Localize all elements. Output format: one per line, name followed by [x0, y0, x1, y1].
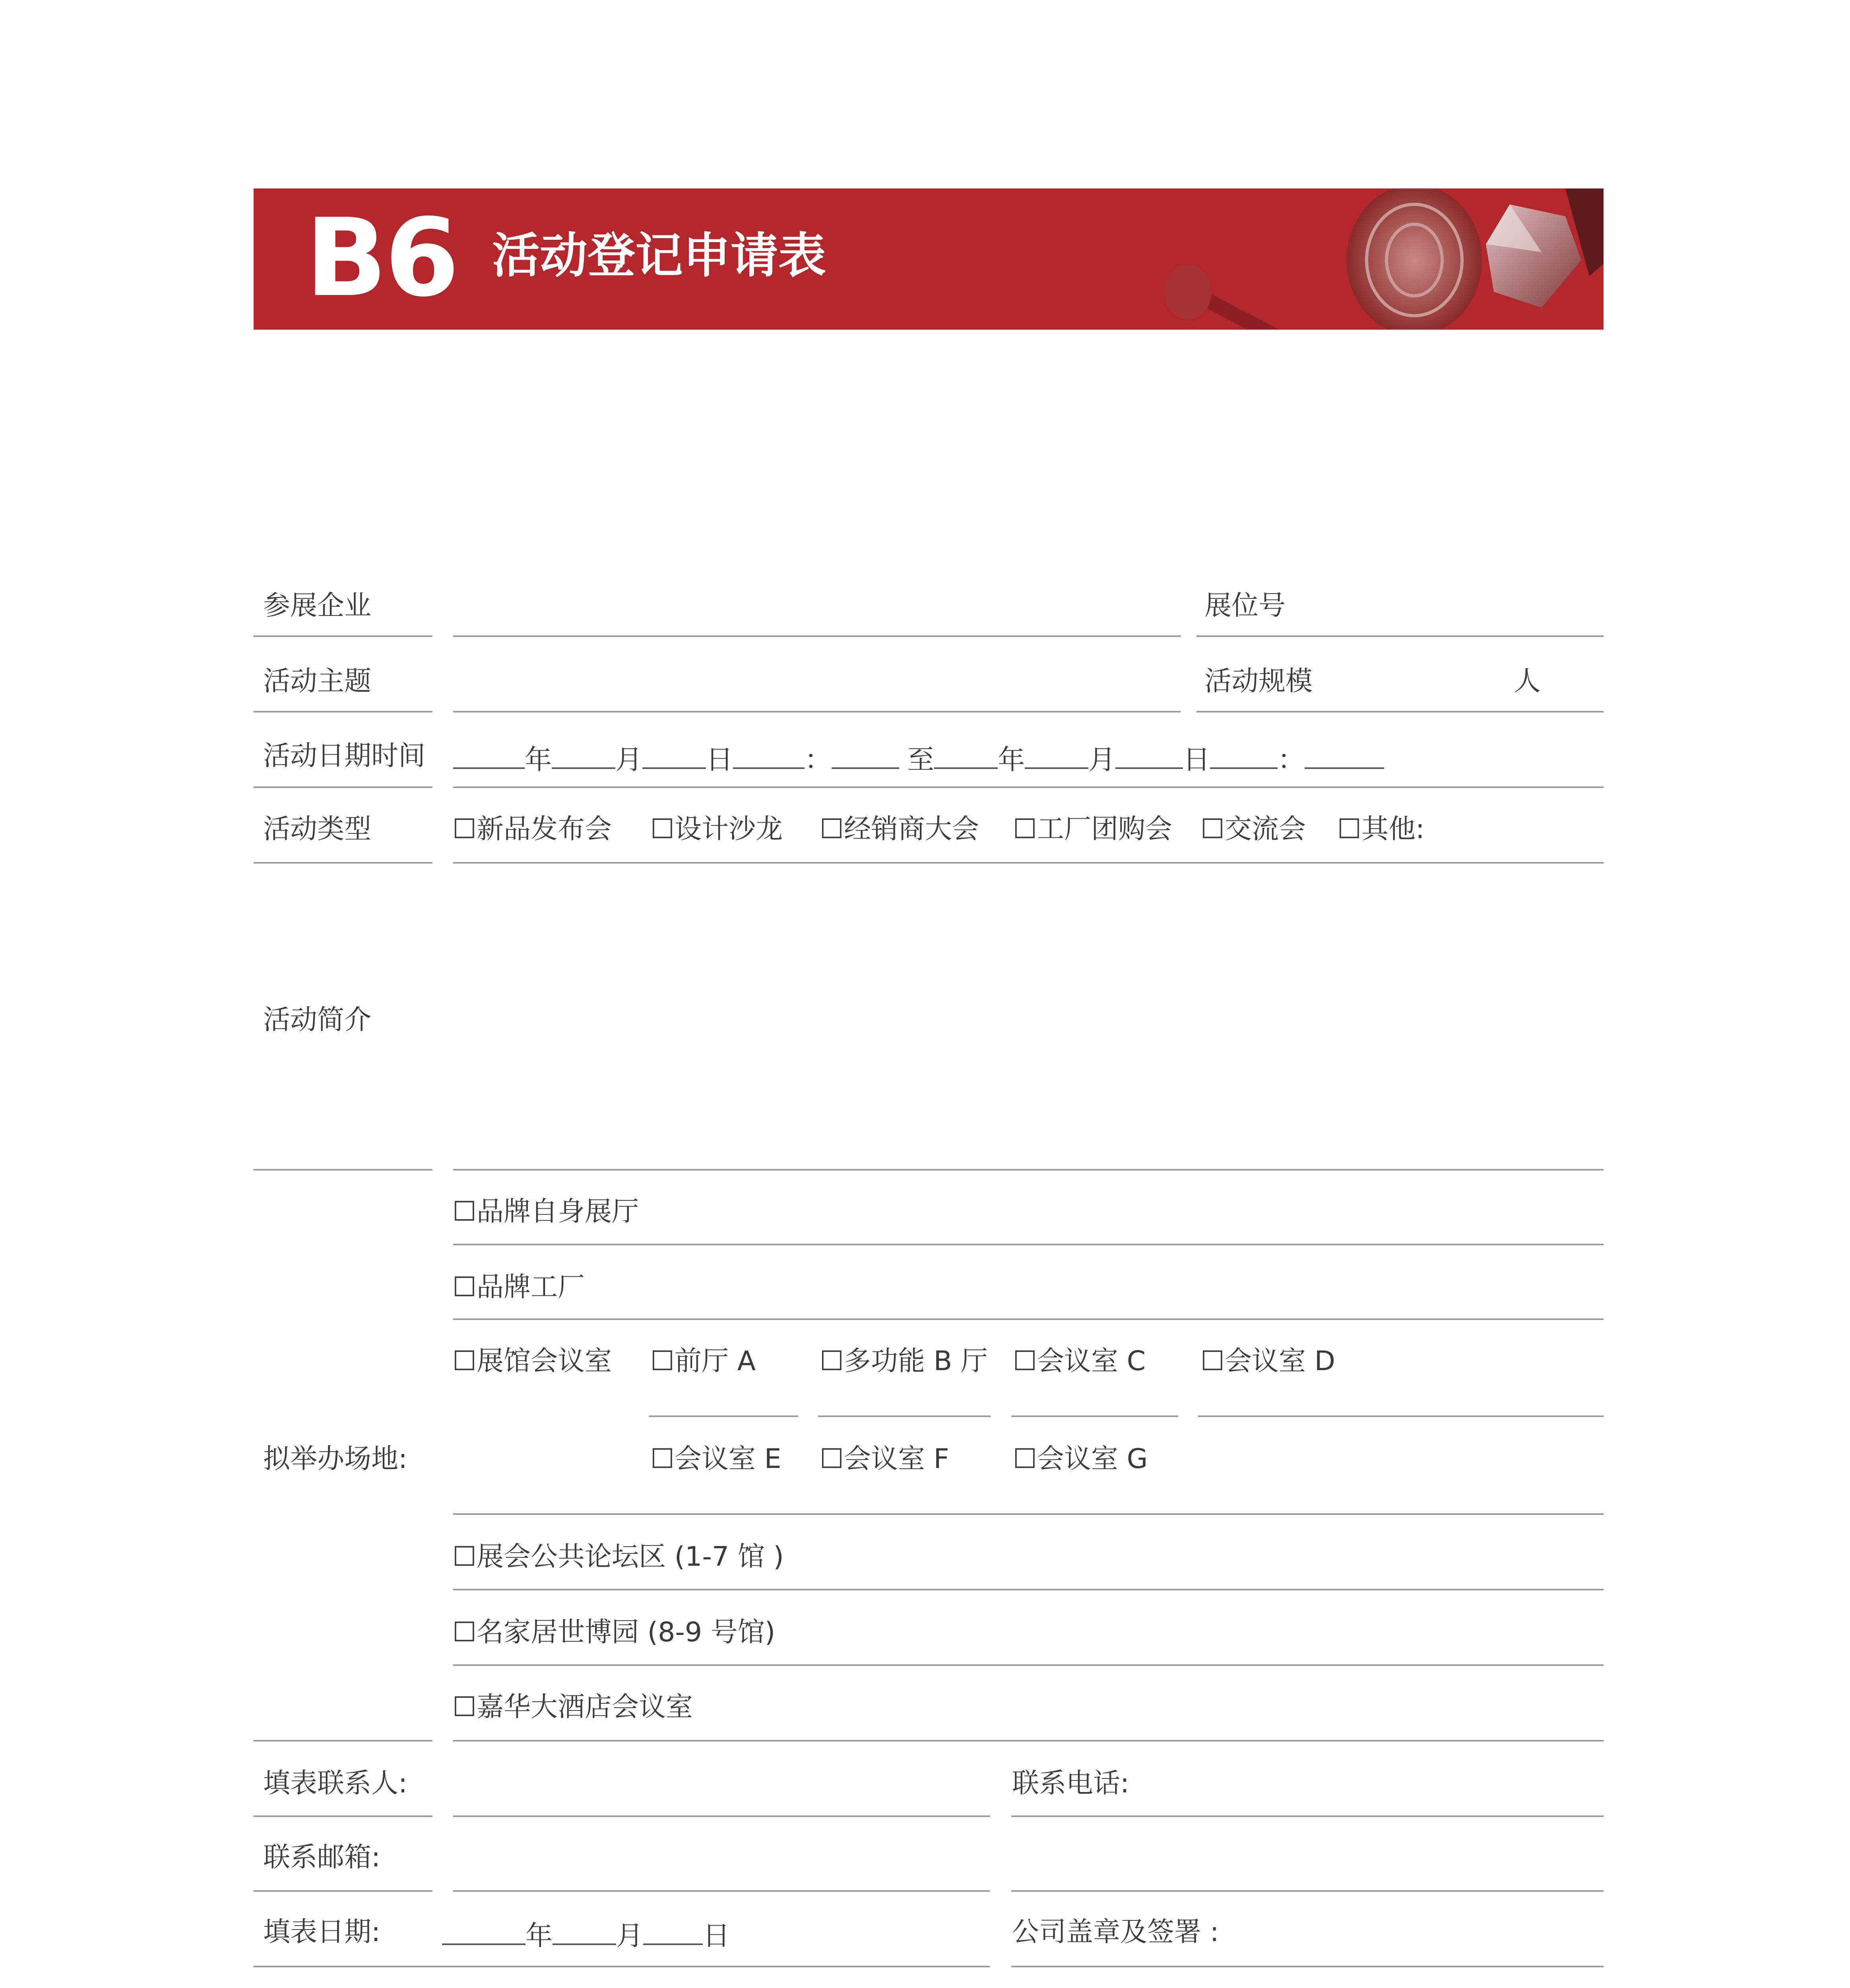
divider — [1198, 1415, 1604, 1417]
divider — [254, 635, 432, 637]
intro-label: 活动简介 — [263, 1004, 372, 1036]
fill-date-label: 填表日期: — [263, 1916, 380, 1948]
divider — [453, 1589, 1604, 1590]
phone-label: 联系电话: — [1012, 1768, 1129, 1799]
venue-hotel[interactable]: ☐嘉华大酒店会议室 — [452, 1691, 693, 1723]
venue-label: 拟举办场地: — [263, 1443, 407, 1475]
divider — [453, 1740, 1604, 1741]
scale-input-line[interactable] — [1196, 711, 1604, 712]
room-f[interactable]: ☐会议室 F — [820, 1443, 949, 1475]
booth-input-line[interactable] — [1196, 635, 1604, 637]
fill-date-line — [254, 1966, 990, 1967]
header-banner — [254, 188, 1604, 330]
contact-label: 填表联系人: — [263, 1768, 407, 1799]
divider — [254, 1169, 432, 1171]
divider — [453, 1664, 1604, 1666]
venue-brand-hall[interactable]: ☐品牌自身展厅 — [452, 1196, 639, 1227]
divider — [254, 711, 432, 712]
room-c[interactable]: ☐会议室 C — [1013, 1345, 1146, 1377]
divider — [254, 862, 432, 864]
divider — [453, 1244, 1604, 1245]
divider — [1011, 1415, 1178, 1417]
venue-expo-park[interactable]: ☐名家居世博园 (8-9 号馆) — [452, 1617, 776, 1648]
divider — [453, 1513, 1604, 1515]
room-g[interactable]: ☐会议室 G — [1013, 1443, 1148, 1475]
type-option-design-salon[interactable]: ☐设计沙龙 — [650, 813, 783, 845]
form-code: B6 — [305, 195, 457, 320]
type-option-factory-group-buy[interactable]: ☐工厂团购会 — [1013, 813, 1172, 845]
divider — [254, 1740, 432, 1741]
company-input-line[interactable] — [453, 635, 1181, 637]
banner-decoration — [890, 188, 1604, 330]
type-line — [453, 862, 1604, 864]
divider — [254, 786, 432, 788]
room-multifunction-b[interactable]: ☐多功能 B 厅 — [820, 1345, 988, 1377]
email-label: 联系邮箱: — [263, 1842, 380, 1873]
seal-line[interactable] — [1011, 1966, 1604, 1967]
venue-forum[interactable]: ☐展会公共论坛区 (1-7 馆 ) — [452, 1541, 784, 1573]
datetime-label: 活动日期时间 — [263, 740, 426, 772]
theme-label: 活动主题 — [263, 666, 372, 697]
divider — [453, 1318, 1604, 1320]
type-label: 活动类型 — [263, 813, 372, 845]
scale-label: 活动规模 — [1204, 666, 1313, 697]
theme-input-line[interactable] — [453, 711, 1181, 712]
divider — [1011, 1890, 1604, 1892]
venue-meeting-rooms[interactable]: ☐展馆会议室 — [452, 1345, 612, 1377]
phone-input-line[interactable] — [1011, 1815, 1604, 1817]
venue-brand-factory[interactable]: ☐品牌工厂 — [452, 1272, 585, 1303]
type-option-product-launch[interactable]: ☐新品发布会 — [452, 813, 612, 845]
intro-input-line[interactable] — [453, 1169, 1604, 1171]
divider — [818, 1415, 991, 1417]
datetime-fields[interactable]: 年 月 日 ： 至 年 月 日 ： — [453, 743, 1384, 774]
fill-date-fields[interactable]: 年 月 日 — [442, 1919, 730, 1950]
contact-input-line[interactable] — [453, 1815, 990, 1817]
email-input-line[interactable] — [453, 1890, 990, 1892]
room-front-hall-a[interactable]: ☐前厅 A — [650, 1345, 756, 1377]
room-e[interactable]: ☐会议室 E — [650, 1443, 781, 1475]
booth-label: 展位号 — [1204, 590, 1286, 621]
type-option-other[interactable]: ☐其他: — [1337, 813, 1425, 845]
divider — [254, 1815, 432, 1817]
divider — [649, 1415, 798, 1417]
room-d[interactable]: ☐会议室 D — [1200, 1345, 1335, 1377]
seal-label: 公司盖章及签署 : — [1012, 1916, 1219, 1948]
datetime-line — [453, 786, 1604, 788]
company-label: 参展企业 — [263, 590, 372, 621]
divider — [254, 1890, 432, 1892]
type-option-dealer-conference[interactable]: ☐经销商大会 — [820, 813, 979, 845]
form-title: 活动登记申请表 — [492, 228, 826, 283]
type-option-exchange[interactable]: ☐交流会 — [1200, 813, 1306, 845]
scale-unit: 人 — [1514, 666, 1541, 697]
